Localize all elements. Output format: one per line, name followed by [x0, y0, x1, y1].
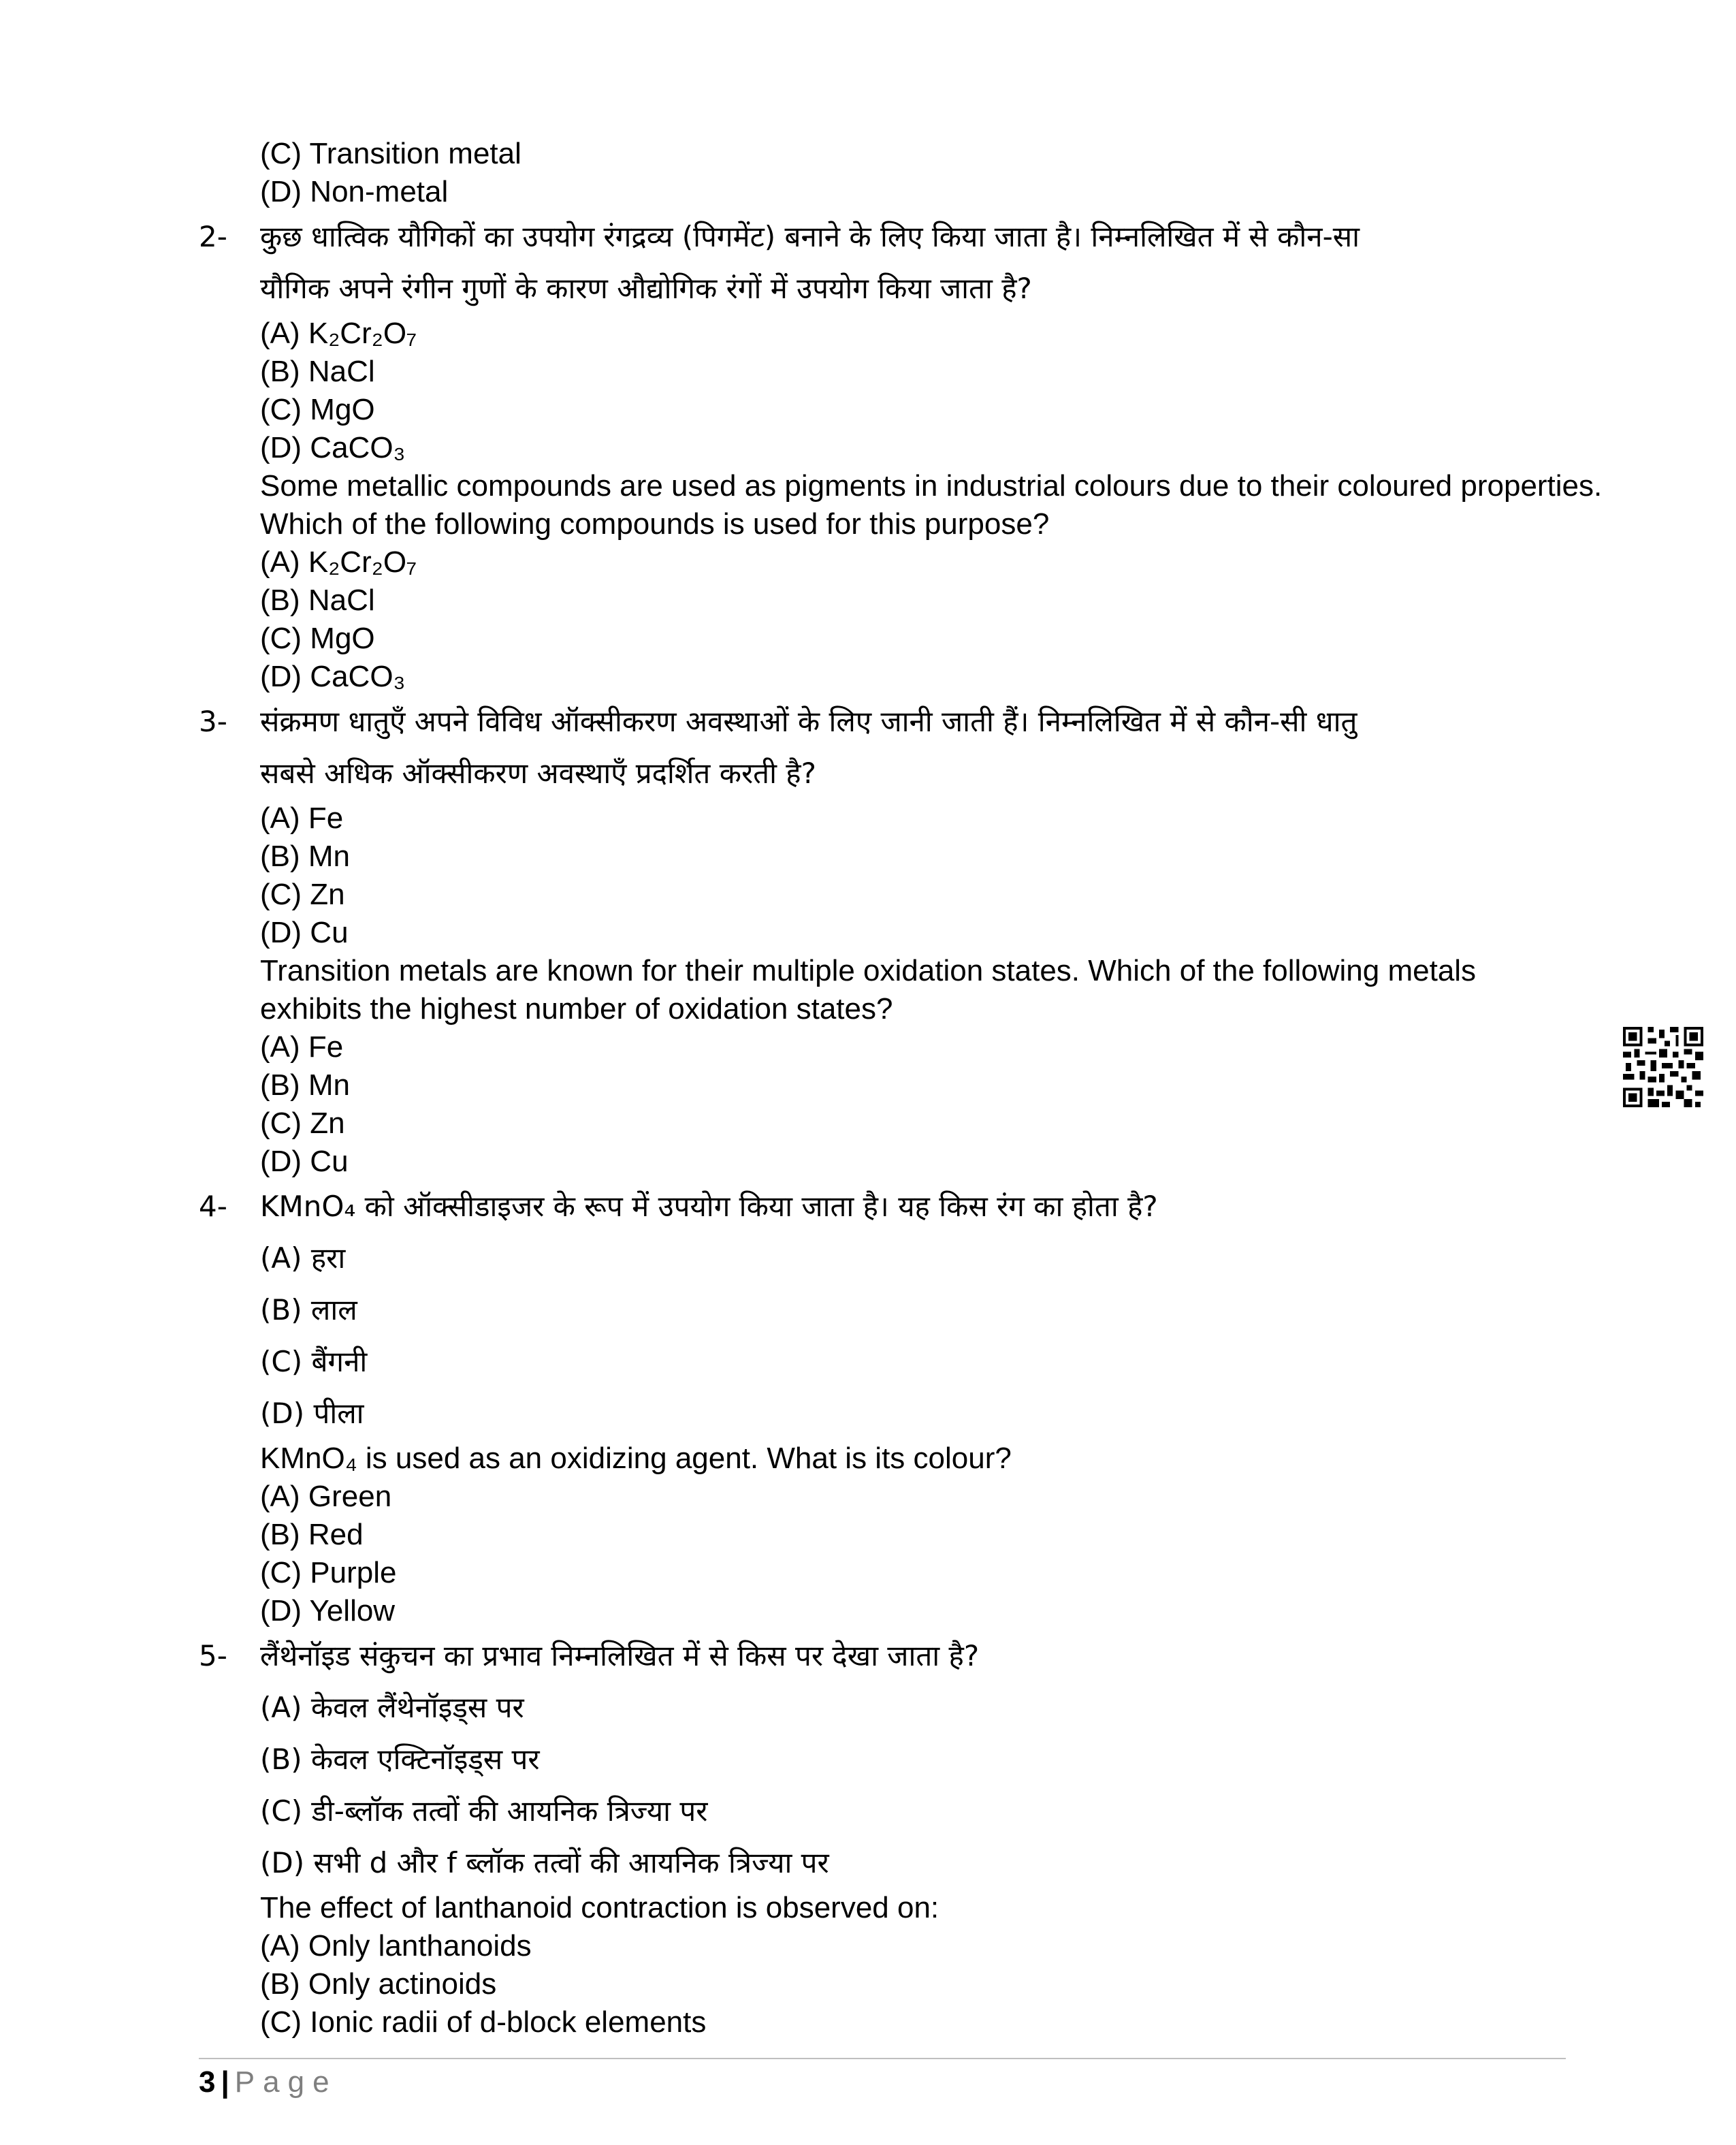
line-text: (D) CaCO₃ [260, 660, 406, 693]
text-line [199, 1336, 1560, 1388]
line-text: Which of the following compounds is used for this purpose? [260, 507, 1050, 541]
text-line [199, 391, 1560, 429]
question-number: 3- [199, 705, 227, 738]
text-line [199, 952, 1560, 990]
text-line [199, 315, 1560, 353]
line-text: (A) Fe [260, 1030, 344, 1064]
line-text: (A) केवल लैंथेनॉइड्स पर [260, 1691, 524, 1724]
qr-code-icon [1623, 1027, 1703, 1107]
line-text: (B) केवल एक्टिनॉइड्स पर [260, 1743, 540, 1776]
text-line [199, 1592, 1560, 1630]
line-text: (D) Non-metal [260, 175, 449, 208]
line-text: (A) Fe [260, 801, 344, 835]
text-line [199, 1554, 1560, 1592]
text-line [199, 1028, 1560, 1066]
line-text: (A) K₂Cr₂O₇ [260, 317, 417, 350]
line-text: (B) Red [260, 1518, 364, 1551]
question-list [199, 135, 1603, 2041]
page-label: Page [234, 2065, 338, 2099]
text-line [199, 1105, 1560, 1143]
text-line [199, 1889, 1560, 1927]
line-text: (B) Only actinoids [260, 1967, 497, 2001]
text-line [199, 429, 1560, 467]
footer-separator: | [221, 2065, 229, 2099]
line-text: (C) MgO [260, 393, 375, 426]
question-line [199, 211, 1560, 263]
question-number: 2- [199, 220, 227, 253]
line-text: (A) हरा [260, 1241, 346, 1275]
text-line [199, 1440, 1560, 1478]
text-line [199, 876, 1560, 914]
text-line [199, 1478, 1560, 1516]
text-line [199, 1233, 1560, 1284]
text-line [199, 505, 1560, 543]
line-text: लैंथेनॉइड संकुचन का प्रभाव निम्नलिखित में से किस पर देखा जाता है? [260, 1639, 980, 1672]
text-line [199, 1516, 1560, 1554]
line-text: (C) बैंगनी [260, 1345, 368, 1378]
text-line [199, 914, 1560, 952]
line-text: (C) Zn [260, 1107, 345, 1140]
question-line [199, 1181, 1560, 1233]
question-line [199, 1630, 1560, 1682]
text-line [199, 1066, 1560, 1105]
text-line [199, 263, 1560, 315]
question-number: 5- [199, 1639, 227, 1672]
text-line [199, 467, 1603, 505]
text-line [199, 1734, 1560, 1785]
text-line [199, 658, 1560, 696]
text-line [199, 543, 1560, 582]
line-text: KMnO₄ is used as an oxidizing agent. What is its colour? [260, 1442, 1012, 1475]
line-text: (D) पीला [260, 1397, 364, 1430]
text-line [199, 1284, 1560, 1336]
line-text: exhibits the highest number of oxidation states? [260, 992, 893, 1026]
text-line [199, 620, 1560, 658]
line-text: (D) Yellow [260, 1594, 396, 1627]
line-text: (D) CaCO₃ [260, 431, 406, 464]
line-text: (D) Cu [260, 916, 349, 949]
text-line [199, 799, 1560, 838]
text-line [199, 990, 1560, 1028]
line-text: (C) Transition metal [260, 137, 521, 170]
line-text: The effect of lanthanoid contraction is observed on: [260, 1891, 939, 1924]
line-text: (B) Mn [260, 1068, 350, 1102]
line-text: (D) Cu [260, 1145, 349, 1178]
text-line [199, 1388, 1560, 1440]
line-text: (C) Purple [260, 1556, 397, 1589]
line-text: (A) K₂Cr₂O₇ [260, 545, 417, 579]
question-line [199, 696, 1560, 748]
line-text: (B) NaCl [260, 355, 375, 388]
line-text: KMnO₄ को ऑक्सीडाइजर के रूप में उपयोग किया जाता है। यह किस रंग का होता है? [260, 1190, 1158, 1223]
line-text: Transition metals are known for their multiple oxidation states. Which of the following metals [260, 954, 1477, 987]
text-line [199, 1682, 1560, 1734]
line-text: कुछ धात्विक यौगिकों का उपयोग रंगद्रव्य (पिगमेंट) बनाने के लिए किया जाता है। निम्नलिखित में से कौन-सा [260, 220, 1360, 253]
line-text: (C) डी-ब्लॉक तत्वों की आयनिक त्रिज्या पर [260, 1794, 708, 1828]
line-text: (A) Green [260, 1480, 392, 1513]
text-line [199, 353, 1560, 391]
line-text: (B) लाल [260, 1293, 357, 1326]
line-text: (C) Zn [260, 878, 345, 911]
text-line [199, 1837, 1560, 1889]
text-line [199, 582, 1560, 620]
page-number: 3 [199, 2065, 216, 2099]
line-text: Some metallic compounds are used as pigments in industrial colours due to their coloured properties. [260, 469, 1603, 503]
text-line [199, 748, 1560, 799]
page-footer [199, 2063, 338, 2101]
line-text: सबसे अधिक ऑक्सीकरण अवस्थाएँ प्रदर्शित करती है? [260, 757, 816, 790]
text-line [199, 1785, 1560, 1837]
line-text: यौगिक अपने रंगीन गुणों के कारण औद्योगिक रंगों में उपयोग किया जाता है? [260, 272, 1032, 305]
line-text: संक्रमण धातुएँ अपने विविध ऑक्सीकरण अवस्थाओं के लिए जानी जाती हैं। निम्नलिखित में से कौन-सी धातु [260, 705, 1357, 738]
line-text: (B) NaCl [260, 584, 375, 617]
text-line [199, 1927, 1560, 1965]
text-line [199, 2003, 1560, 2041]
line-text: (B) Mn [260, 840, 350, 873]
line-text: (C) MgO [260, 622, 375, 655]
question-number: 4- [199, 1190, 227, 1223]
text-line [199, 135, 1560, 173]
text-line [199, 1965, 1560, 2003]
line-text: (D) सभी d और f ब्लॉक तत्वों की आयनिक त्रिज्या पर [260, 1846, 829, 1879]
line-text: (A) Only lanthanoids [260, 1929, 532, 1963]
text-line [199, 838, 1560, 876]
footer-divider [199, 2058, 1566, 2059]
text-line [199, 173, 1560, 211]
text-line [199, 1143, 1560, 1181]
line-text: (C) Ionic radii of d-block elements [260, 2005, 707, 2039]
